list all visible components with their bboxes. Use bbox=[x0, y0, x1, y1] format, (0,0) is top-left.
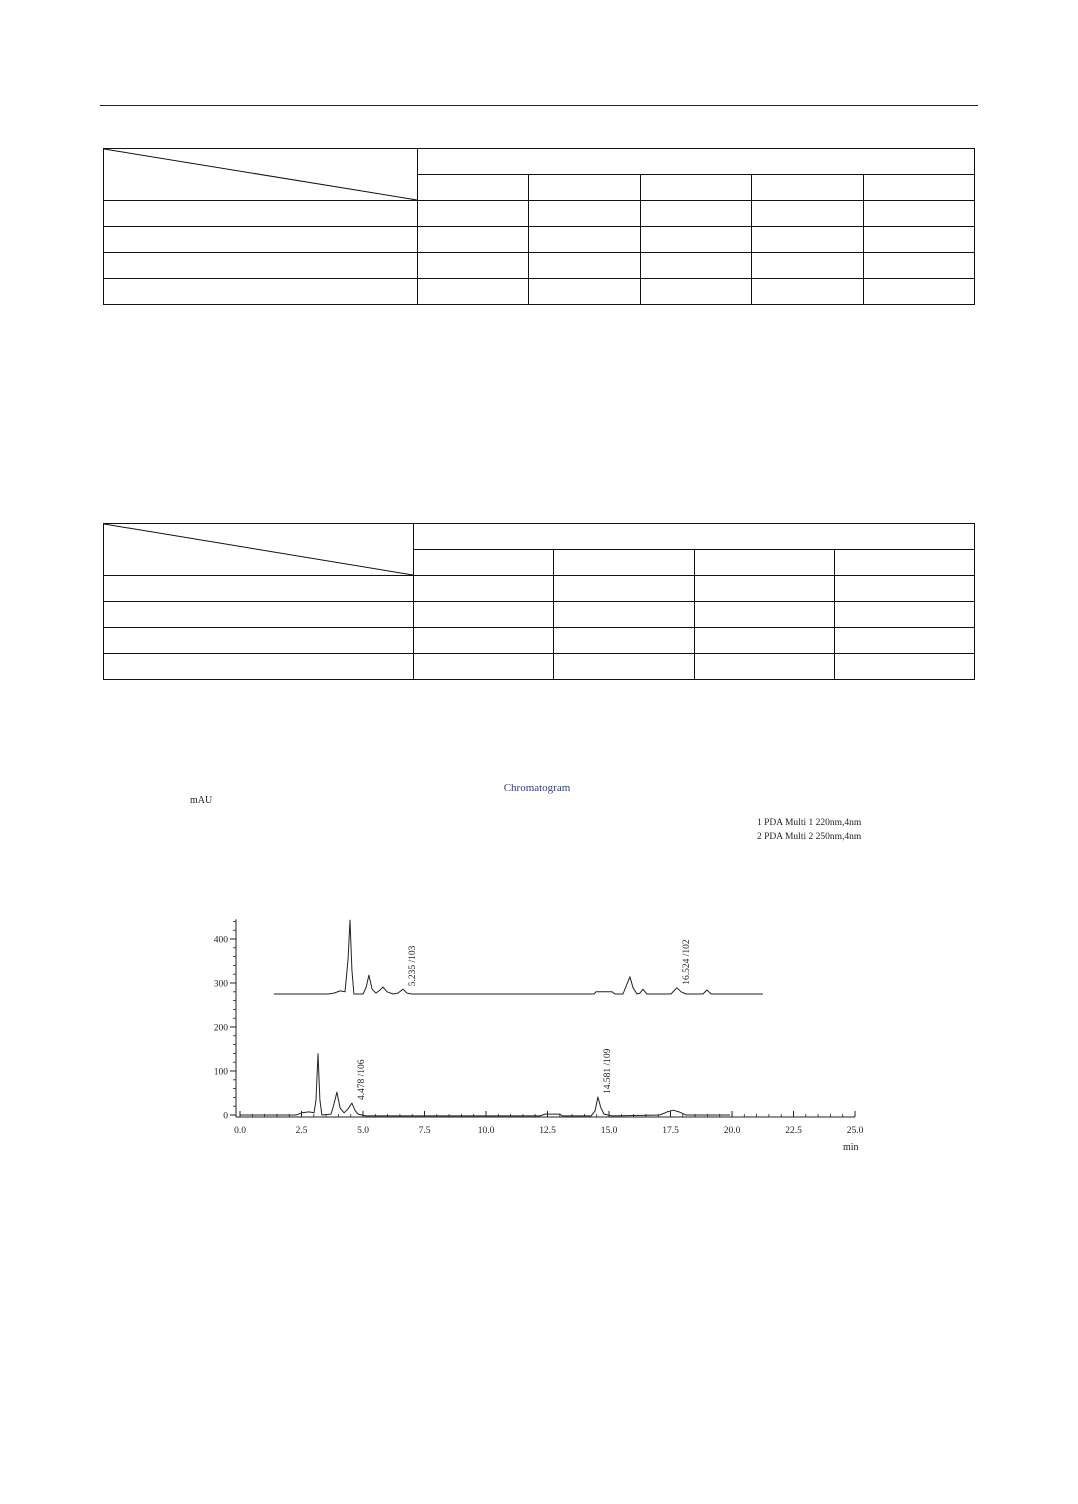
column-header-cell bbox=[529, 175, 641, 201]
table-row bbox=[104, 201, 975, 227]
column-header-cell bbox=[835, 550, 975, 576]
axes bbox=[214, 919, 864, 1136]
row-header-cell bbox=[104, 576, 414, 602]
column-header-cell bbox=[418, 175, 529, 201]
table-row bbox=[104, 279, 975, 305]
diagonal-line bbox=[104, 149, 417, 200]
header-rule bbox=[100, 105, 978, 106]
table-header-row bbox=[104, 149, 975, 175]
diagonal-divider bbox=[104, 524, 413, 575]
row-header-cell bbox=[104, 628, 414, 654]
row-header-cell bbox=[104, 654, 414, 680]
diagonal-divider bbox=[104, 149, 417, 200]
peak-label: 5.235 /103 bbox=[408, 945, 419, 987]
legend bbox=[757, 818, 862, 842]
table-cell bbox=[418, 201, 529, 227]
row-header-cell bbox=[104, 253, 418, 279]
x-tick-label: 2.5 bbox=[295, 1126, 308, 1136]
y-tick-label: 100 bbox=[213, 1067, 228, 1078]
table-cell bbox=[554, 628, 695, 654]
column-header-cell bbox=[752, 175, 864, 201]
x-tick-label: 20.0 bbox=[723, 1126, 741, 1136]
table-header-row bbox=[104, 524, 975, 550]
x-tick-label: 7.5 bbox=[418, 1126, 431, 1136]
table-1 bbox=[103, 148, 975, 305]
table-cell bbox=[529, 227, 641, 253]
row-header-cell bbox=[104, 227, 418, 253]
diagonal-line bbox=[104, 524, 413, 575]
group-header-cell bbox=[414, 524, 975, 550]
peak-label: 14.581 /109 bbox=[602, 1048, 613, 1094]
column-header-cell bbox=[864, 175, 975, 201]
table-cell bbox=[695, 576, 835, 602]
y-tick-label: 400 bbox=[213, 935, 228, 946]
table-cell bbox=[752, 227, 864, 253]
table-cell bbox=[695, 654, 835, 680]
table-cell bbox=[414, 628, 554, 654]
row-header-cell bbox=[104, 279, 418, 305]
peak-labels bbox=[357, 939, 692, 1100]
table-row bbox=[104, 602, 975, 628]
diagonal-header-cell bbox=[104, 524, 414, 576]
x-tick-label: 15.0 bbox=[600, 1126, 618, 1136]
table-cell bbox=[529, 279, 641, 305]
table-cell bbox=[695, 602, 835, 628]
table-cell bbox=[418, 279, 529, 305]
table-cell bbox=[864, 253, 975, 279]
group-header-cell bbox=[418, 149, 975, 175]
table-cell bbox=[864, 279, 975, 305]
y-tick-label: 300 bbox=[213, 979, 228, 990]
x-axis-unit-label: min bbox=[843, 1142, 859, 1153]
table-row bbox=[104, 576, 975, 602]
table-cell bbox=[641, 201, 752, 227]
x-tick-label: 10.0 bbox=[477, 1126, 495, 1136]
table-cell bbox=[554, 576, 695, 602]
x-tick-label: 12.5 bbox=[539, 1126, 556, 1136]
peak-label: 16.524 /102 bbox=[681, 939, 692, 985]
table-cell bbox=[835, 576, 975, 602]
table-cell bbox=[641, 279, 752, 305]
table-cell bbox=[418, 253, 529, 279]
row-header-cell bbox=[104, 201, 418, 227]
table-row bbox=[104, 654, 975, 680]
y-tick-label: 200 bbox=[213, 1023, 228, 1034]
table-2 bbox=[103, 523, 975, 680]
chart-title: Chromatogram bbox=[503, 782, 571, 794]
table-row bbox=[104, 628, 975, 654]
table-cell bbox=[554, 602, 695, 628]
table-cell bbox=[752, 253, 864, 279]
table-cell bbox=[414, 602, 554, 628]
y-tick-label: 0 bbox=[223, 1111, 228, 1122]
table-cell bbox=[641, 253, 752, 279]
row-header-cell bbox=[104, 602, 414, 628]
table-cell bbox=[752, 201, 864, 227]
x-tick-label: 0.0 bbox=[234, 1126, 246, 1136]
table-cell bbox=[529, 253, 641, 279]
table-cell bbox=[835, 628, 975, 654]
table-cell bbox=[864, 227, 975, 253]
column-header-cell bbox=[641, 175, 752, 201]
table-cell bbox=[641, 227, 752, 253]
x-tick-label: 22.5 bbox=[785, 1126, 802, 1136]
table-cell bbox=[529, 201, 641, 227]
chromatogram-chart bbox=[180, 770, 900, 1160]
table-cell bbox=[554, 654, 695, 680]
table-row bbox=[104, 253, 975, 279]
series-1-line bbox=[240, 1054, 730, 1116]
y-axis-unit-label: mAU bbox=[190, 795, 213, 806]
x-tick-label: 5.0 bbox=[357, 1126, 369, 1136]
table-cell bbox=[835, 654, 975, 680]
peak-label: 4.478 /106 bbox=[356, 1059, 367, 1101]
table-cell bbox=[414, 654, 554, 680]
legend-entry-1: 1 PDA Multi 1 220nm,4nm bbox=[757, 818, 862, 828]
table-cell bbox=[752, 279, 864, 305]
table-cell bbox=[418, 227, 529, 253]
column-header-cell bbox=[554, 550, 695, 576]
legend-entry-2: 2 PDA Multi 2 250nm,4nm bbox=[757, 832, 862, 842]
x-tick-label: 17.5 bbox=[662, 1126, 679, 1136]
table-cell bbox=[695, 628, 835, 654]
x-tick-label: 25.0 bbox=[846, 1126, 864, 1136]
diagonal-header-cell bbox=[104, 149, 418, 201]
table-cell bbox=[864, 201, 975, 227]
table-cell bbox=[835, 602, 975, 628]
column-header-cell bbox=[414, 550, 554, 576]
table-row bbox=[104, 227, 975, 253]
table-cell bbox=[414, 576, 554, 602]
column-header-cell bbox=[695, 550, 835, 576]
